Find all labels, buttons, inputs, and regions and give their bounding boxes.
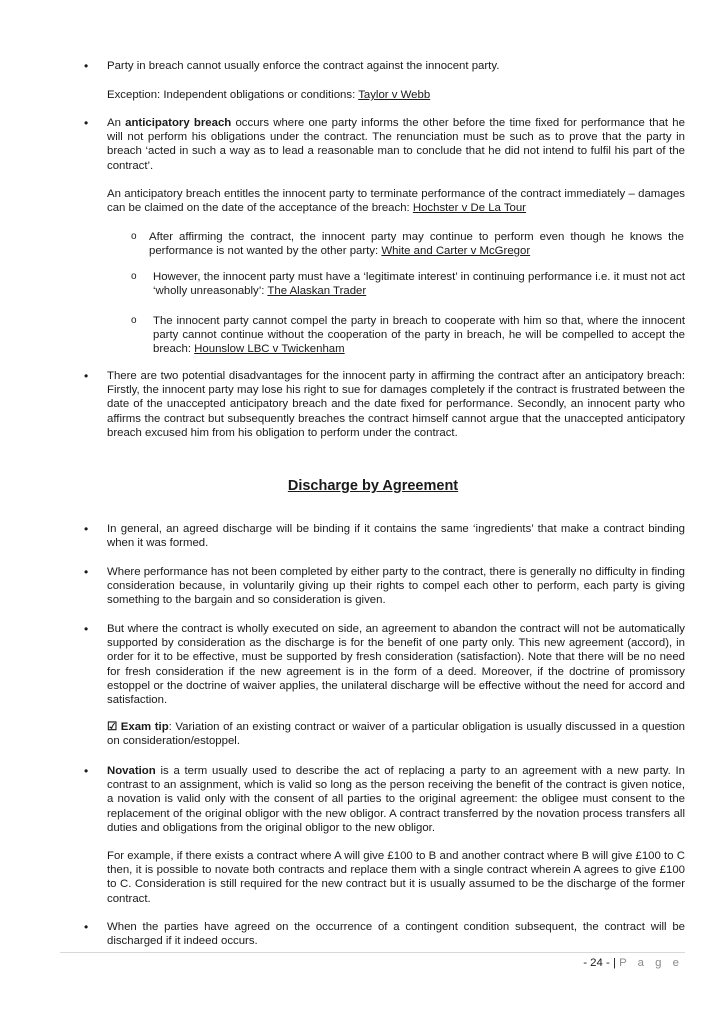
subparagraph-legitimate-interest (153, 270, 685, 298)
exam-tip-text: : Variation of an existing contract or waiver of a particular obligation is usually discussed in a question on consideration/estoppel. (107, 721, 685, 748)
bullet-marker: • (84, 622, 89, 636)
bullet-marker: • (84, 369, 89, 383)
paragraph-wholly-executed: But where the contract is wholly executed on side, an agreement to abandon the contract will not be automatically supported by consideration as the discharge is for the benefit of one party only. This new agreement (accord), in order for it to be effective, must be supported by fresh consideration (satisfaction). Note that there will be no need for fresh consideration if the new agreement is in the form of a deed. Moreover, if the doctrine of promissory estoppel or the doctrine of waiver applies, the unilateral discharge will be effective without the need for accord and satisfaction. (107, 623, 685, 707)
paragraph-anticipatory-breach (107, 116, 685, 173)
text-fragment: The innocent party cannot compel the party in breach to cooperate with him so that, where the innocent party cannot continue without the cooperation of the party in breach, he will be compelled to accept the breach: (153, 315, 685, 356)
paragraph-anticipatory-entitles (107, 187, 685, 215)
page-footer (583, 956, 683, 970)
bullet-marker: • (84, 920, 89, 934)
text-fragment: An (107, 117, 126, 129)
footer-divider (60, 952, 685, 953)
case-hochster: Hochster v De La Tour (412, 202, 526, 215)
text-fragment: occurs where one party informs the other before the time fixed for performance that he will not perform his obligations under the contract. The renunciation must be such as to prove that the party in breach ‘acted in such a way as to lead a reasonable man to conclude that he did not intend to fulfil his part of the contract’. (107, 117, 685, 172)
exception-text: Exception: Independent obligations or conditions: (107, 89, 359, 101)
bullet-marker: • (84, 59, 89, 73)
bullet-marker: • (84, 565, 89, 579)
paragraph-novation-example: For example, if there exists a contract where A will give £100 to B and another contract where B will give £100 to C then, it is possible to novate both contracts and replace them with a single contract wherein A agrees to give £100 to C. Consideration is still required for the new contract but it is usually assumed to be the discharge of the former contract. (107, 850, 685, 905)
page-label: P a g e (619, 957, 683, 969)
paragraph-disadvantages: There are two potential disadvantages for the innocent party in affirming the contract after an anticipatory breach: Firstly, the innocent party may lose his right to sue for damages completely if the contract is frustrated between the date of the unaccepted anticipatory breach and the date fixed for performance. Secondly, an innocent party who affirms the contract but subsequently breaches the contract himself cannot argue that the unaccepted anticipatory breach excused him from his obligation to perform under the contract. (107, 370, 685, 439)
paragraph-exception (107, 88, 685, 102)
term-anticipatory-breach: anticipatory breach (125, 117, 232, 129)
sub-bullet-marker: o (131, 315, 137, 326)
case-alaskan-trader: The Alaskan Trader (267, 285, 367, 298)
section-heading: Discharge by Agreement (287, 478, 459, 494)
exam-tip-label: ☑ Exam tip (107, 721, 169, 733)
text-fragment: An anticipatory breach entitles the innocent party to terminate performance of the contract immediately – damages can be claimed on the date of the acceptance of the breach: (107, 188, 685, 215)
term-novation: Novation (107, 765, 156, 777)
bullet-marker: • (84, 522, 89, 536)
paragraph-agreed-discharge: In general, an agreed discharge will be binding if it contains the same ‘ingredients’ that make a contract binding when it was formed. (107, 523, 685, 550)
case-white-carter: White and Carter v McGregor (381, 245, 531, 258)
paragraph-contingent-condition: When the parties have agreed on the occurrence of a contingent condition subsequent, the contract will be discharged if it indeed occurs. (107, 921, 685, 948)
subparagraph-cannot-compel (153, 314, 685, 357)
paragraph-breach-enforce: Party in breach cannot usually enforce the contract against the innocent party. (107, 60, 500, 72)
case-hounslow: Hounslow LBC v Twickenham (194, 343, 345, 356)
page-number: - 24 - | (583, 957, 616, 969)
bullet-marker: • (84, 764, 89, 778)
sub-bullet-marker: o (131, 271, 137, 282)
text-fragment: However, the innocent party must have a ‘legitimate interest’ in continuing performance i.e. it must not act ‘wholly unreasonably’: (153, 271, 685, 298)
sub-bullet-marker: o (131, 231, 137, 242)
exam-tip (107, 720, 685, 748)
case-taylor-v-webb: Taylor v Webb (358, 89, 431, 101)
bullet-marker: • (84, 116, 89, 130)
text-fragment: is a term usually used to describe the act of replacing a party to an agreement with a new party. In contrast to an assignment, which is valid so long as the person receiving the benefit of the contract is given notice, a novation is valid only with the consent of all parties to the original agreement: the obligee must consent to the replacement of the original obligor with the new obligor. A contract transferred by the novation process transfers all duties and obligations from the original obligor to the new obligor. (107, 765, 685, 834)
paragraph-performance-not-completed: Where performance has not been completed by either party to the contract, there is generally no difficulty in finding consideration because, in voluntarily giving up their rights to compel each other to perform, each party is giving something to the bargain and so consideration is given. (107, 566, 685, 607)
subparagraph-affirming (149, 230, 684, 258)
paragraph-novation (107, 764, 685, 835)
text-fragment: After affirming the contract, the innocent party may continue to perform even though he knows the performance is not wanted by the other party: (149, 231, 684, 258)
